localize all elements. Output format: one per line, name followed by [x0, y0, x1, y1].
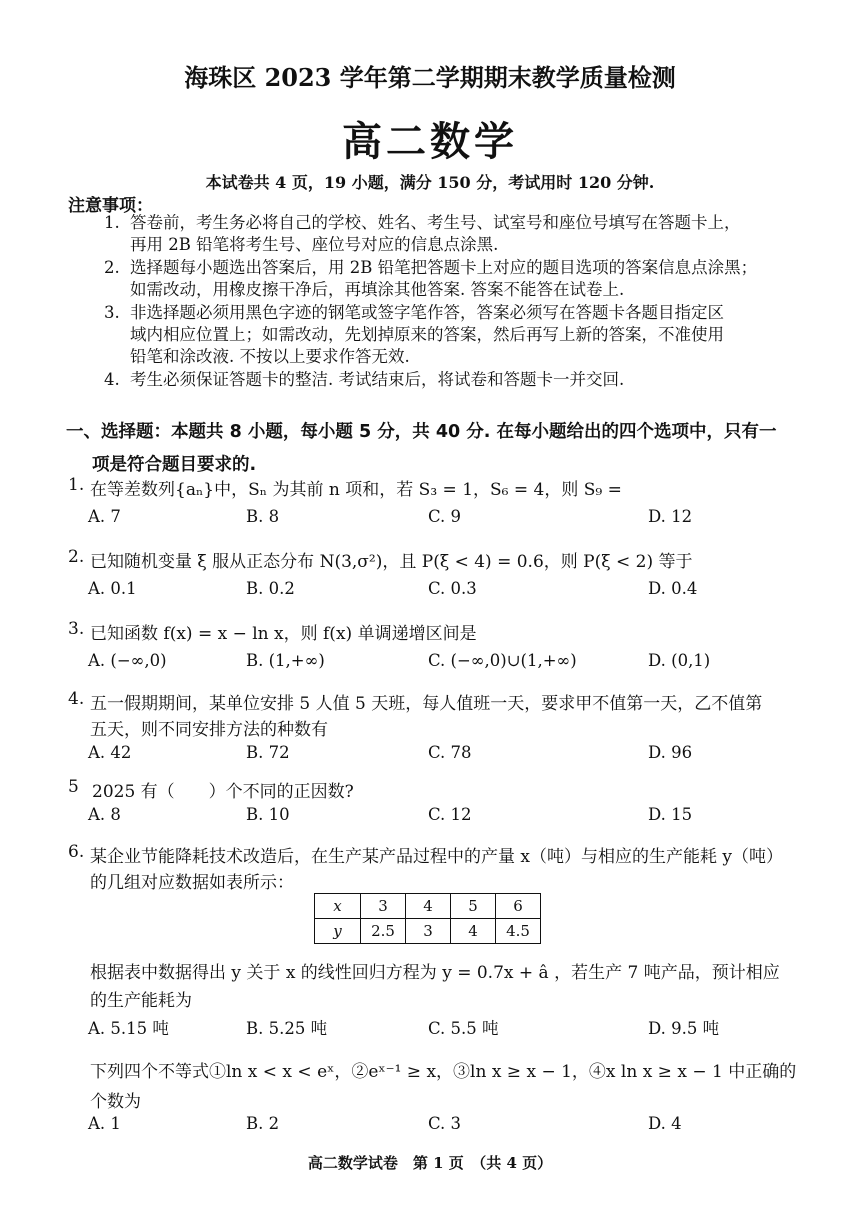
- question-6-option-c: C. 5.5 吨: [428, 1019, 499, 1038]
- question-5-option-d: D. 15: [648, 805, 693, 824]
- question-5-option-b: B. 10: [246, 805, 290, 824]
- data-table: [314, 893, 541, 944]
- question-1-number: 1.: [68, 475, 85, 495]
- question-4-option-d: D. 96: [648, 743, 693, 762]
- question-1-option-b: B. 8: [246, 507, 280, 526]
- exam-info: 本试卷共 4 页，19 小题，满分 150 分，考试用时 120 分钟.: [205, 173, 655, 192]
- table-cell: 4: [406, 894, 451, 919]
- notice-item-3-num: 3.: [104, 303, 120, 322]
- question-6-stem-line-1: 某企业节能降耗技术改造后，在生产某产品过程中的产量 x（吨）与相应的生产能耗 y（吨）: [90, 847, 783, 867]
- exam-title: 高二数学: [342, 118, 518, 165]
- notice-item-4-num: 4.: [104, 370, 120, 389]
- table-cell: 2.5: [361, 919, 406, 944]
- notice-item-4-line-1: 考生必须保证答题卡的整洁. 考试结束后，将试卷和答题卡一并交回.: [130, 370, 625, 389]
- question-7-option-a: A. 1: [88, 1114, 121, 1133]
- question-7-stem-line-2: 个数为: [90, 1092, 141, 1112]
- table-cell: 3: [361, 894, 406, 919]
- question-7-option-b: B. 2: [246, 1114, 280, 1133]
- notice-title: 注意事项：: [68, 196, 153, 216]
- table-row-x: [315, 894, 541, 919]
- question-2-option-c: C. 0.3: [428, 579, 477, 598]
- exam-header: 海珠区 2023 学年第二学期期末教学质量检测: [184, 63, 676, 92]
- notice-item-3-line-3: 铅笔和涂改液. 不按以上要求作答无效.: [130, 347, 410, 366]
- question-6-stem-line-2: 的几组对应数据如表所示：: [90, 873, 294, 893]
- question-4-stem-line-1: 五一假期期间，某单位安排 5 人值 5 天班，每人值班一天，要求甲不值第一天，乙不值第: [90, 694, 763, 714]
- question-7-stem-line-1: 下列四个不等式①ln x < x < eˣ，②eˣ⁻¹ ≥ x，③ln x ≥ x − 1，④x ln x ≥ x − 1 中正确的: [90, 1062, 797, 1082]
- question-2-option-d: D. 0.4: [648, 579, 698, 598]
- question-2-option-a: A. 0.1: [88, 579, 137, 598]
- question-1-option-a: A. 7: [88, 507, 121, 526]
- question-3-option-a: A. (−∞,0): [88, 651, 167, 670]
- question-2-stem: 已知随机变量 ξ 服从正态分布 N(3,σ²)，且 P(ξ < 4) = 0.6，则 P(ξ < 2) 等于: [90, 552, 693, 572]
- notice-item-1-line-1: 答卷前，考生务必将自己的学校、姓名、考生号、试室号和座位号填写在答题卡上，: [130, 213, 741, 232]
- question-3-number: 3.: [68, 619, 85, 639]
- question-5-number: 5: [68, 777, 79, 797]
- question-7-option-d: D. 4: [648, 1114, 682, 1133]
- table-cell: 3: [406, 919, 451, 944]
- question-3-option-b: B. (1,+∞): [246, 651, 325, 670]
- question-6-option-b: B. 5.25 吨: [246, 1019, 328, 1038]
- question-6-after-line-1: 根据表中数据得出 y 关于 x 的线性回归方程为 y = 0.7x + â ，若生产 7 吨产品，预计相应: [90, 963, 780, 983]
- notice-item-3-line-1: 非选择题必须用黑色字迹的钢笔或签字笔作答，答案必须写在答题卡各题目指定区: [130, 303, 724, 322]
- table-cell: y: [315, 919, 361, 944]
- notice-item-3-line-2: 域内相应位置上；如需改动，先划掉原来的答案，然后再写上新的答案，不准使用: [130, 325, 724, 344]
- question-5-option-a: A. 8: [88, 805, 121, 824]
- notice-item-2-line-2: 如需改动，用橡皮擦干净后，再填涂其他答案. 答案不能答在试卷上.: [130, 280, 625, 299]
- question-1-option-d: D. 12: [648, 507, 693, 526]
- section-heading-line-1: 一、选择题：本题共 8 小题，每小题 5 分，共 40 分. 在每小题给出的四个选项中，只有一: [66, 422, 777, 442]
- question-1-stem: 在等差数列{aₙ}中，Sₙ 为其前 n 项和，若 S₃ = 1，S₆ = 4，则 S₉ =: [90, 480, 622, 500]
- question-3-option-d: D. (0,1): [648, 651, 711, 670]
- question-5-option-c: C. 12: [428, 805, 472, 824]
- table-cell: 4: [451, 919, 496, 944]
- question-7-option-c: C. 3: [428, 1114, 462, 1133]
- notice-item-2-num: 2.: [104, 258, 120, 277]
- question-6-number: 6.: [68, 842, 85, 862]
- table-cell: x: [315, 894, 361, 919]
- table-row-y: [315, 919, 541, 944]
- question-2-option-b: B. 0.2: [246, 579, 295, 598]
- notice-item-1-num: 1.: [104, 213, 120, 232]
- question-2-number: 2.: [68, 547, 85, 567]
- page-footer: 高二数学试卷 第 1 页 （共 4 页）: [307, 1154, 553, 1172]
- question-4-option-b: B. 72: [246, 743, 290, 762]
- section-heading-line-2: 项是符合题目要求的.: [92, 455, 257, 475]
- question-4-option-a: A. 42: [88, 743, 132, 762]
- notice-item-2-line-1: 选择题每小题选出答案后，用 2B 铅笔把答题卡上对应的题目选项的答案信息点涂黑；: [130, 258, 758, 277]
- question-4-option-c: C. 78: [428, 743, 472, 762]
- question-6-option-d: D. 9.5 吨: [648, 1019, 720, 1038]
- question-1-option-c: C. 9: [428, 507, 462, 526]
- table-cell: 5: [451, 894, 496, 919]
- question-6-option-a: A. 5.15 吨: [88, 1019, 169, 1038]
- table-cell: 4.5: [496, 919, 541, 944]
- question-4-number: 4.: [68, 689, 85, 709]
- question-6-after-line-2: 的生产能耗为: [90, 991, 192, 1011]
- question-4-stem-line-2: 五天，则不同安排方法的种数有: [90, 720, 328, 740]
- question-3-stem: 已知函数 f(x) = x − ln x，则 f(x) 单调递增区间是: [90, 624, 477, 644]
- notice-item-1-line-2: 再用 2B 铅笔将考生号、座位号对应的信息点涂黑.: [130, 235, 499, 254]
- table-cell: 6: [496, 894, 541, 919]
- question-5-stem: 2025 有（ ）个不同的正因数?: [92, 782, 354, 802]
- question-3-option-c: C. (−∞,0)∪(1,+∞): [428, 651, 577, 670]
